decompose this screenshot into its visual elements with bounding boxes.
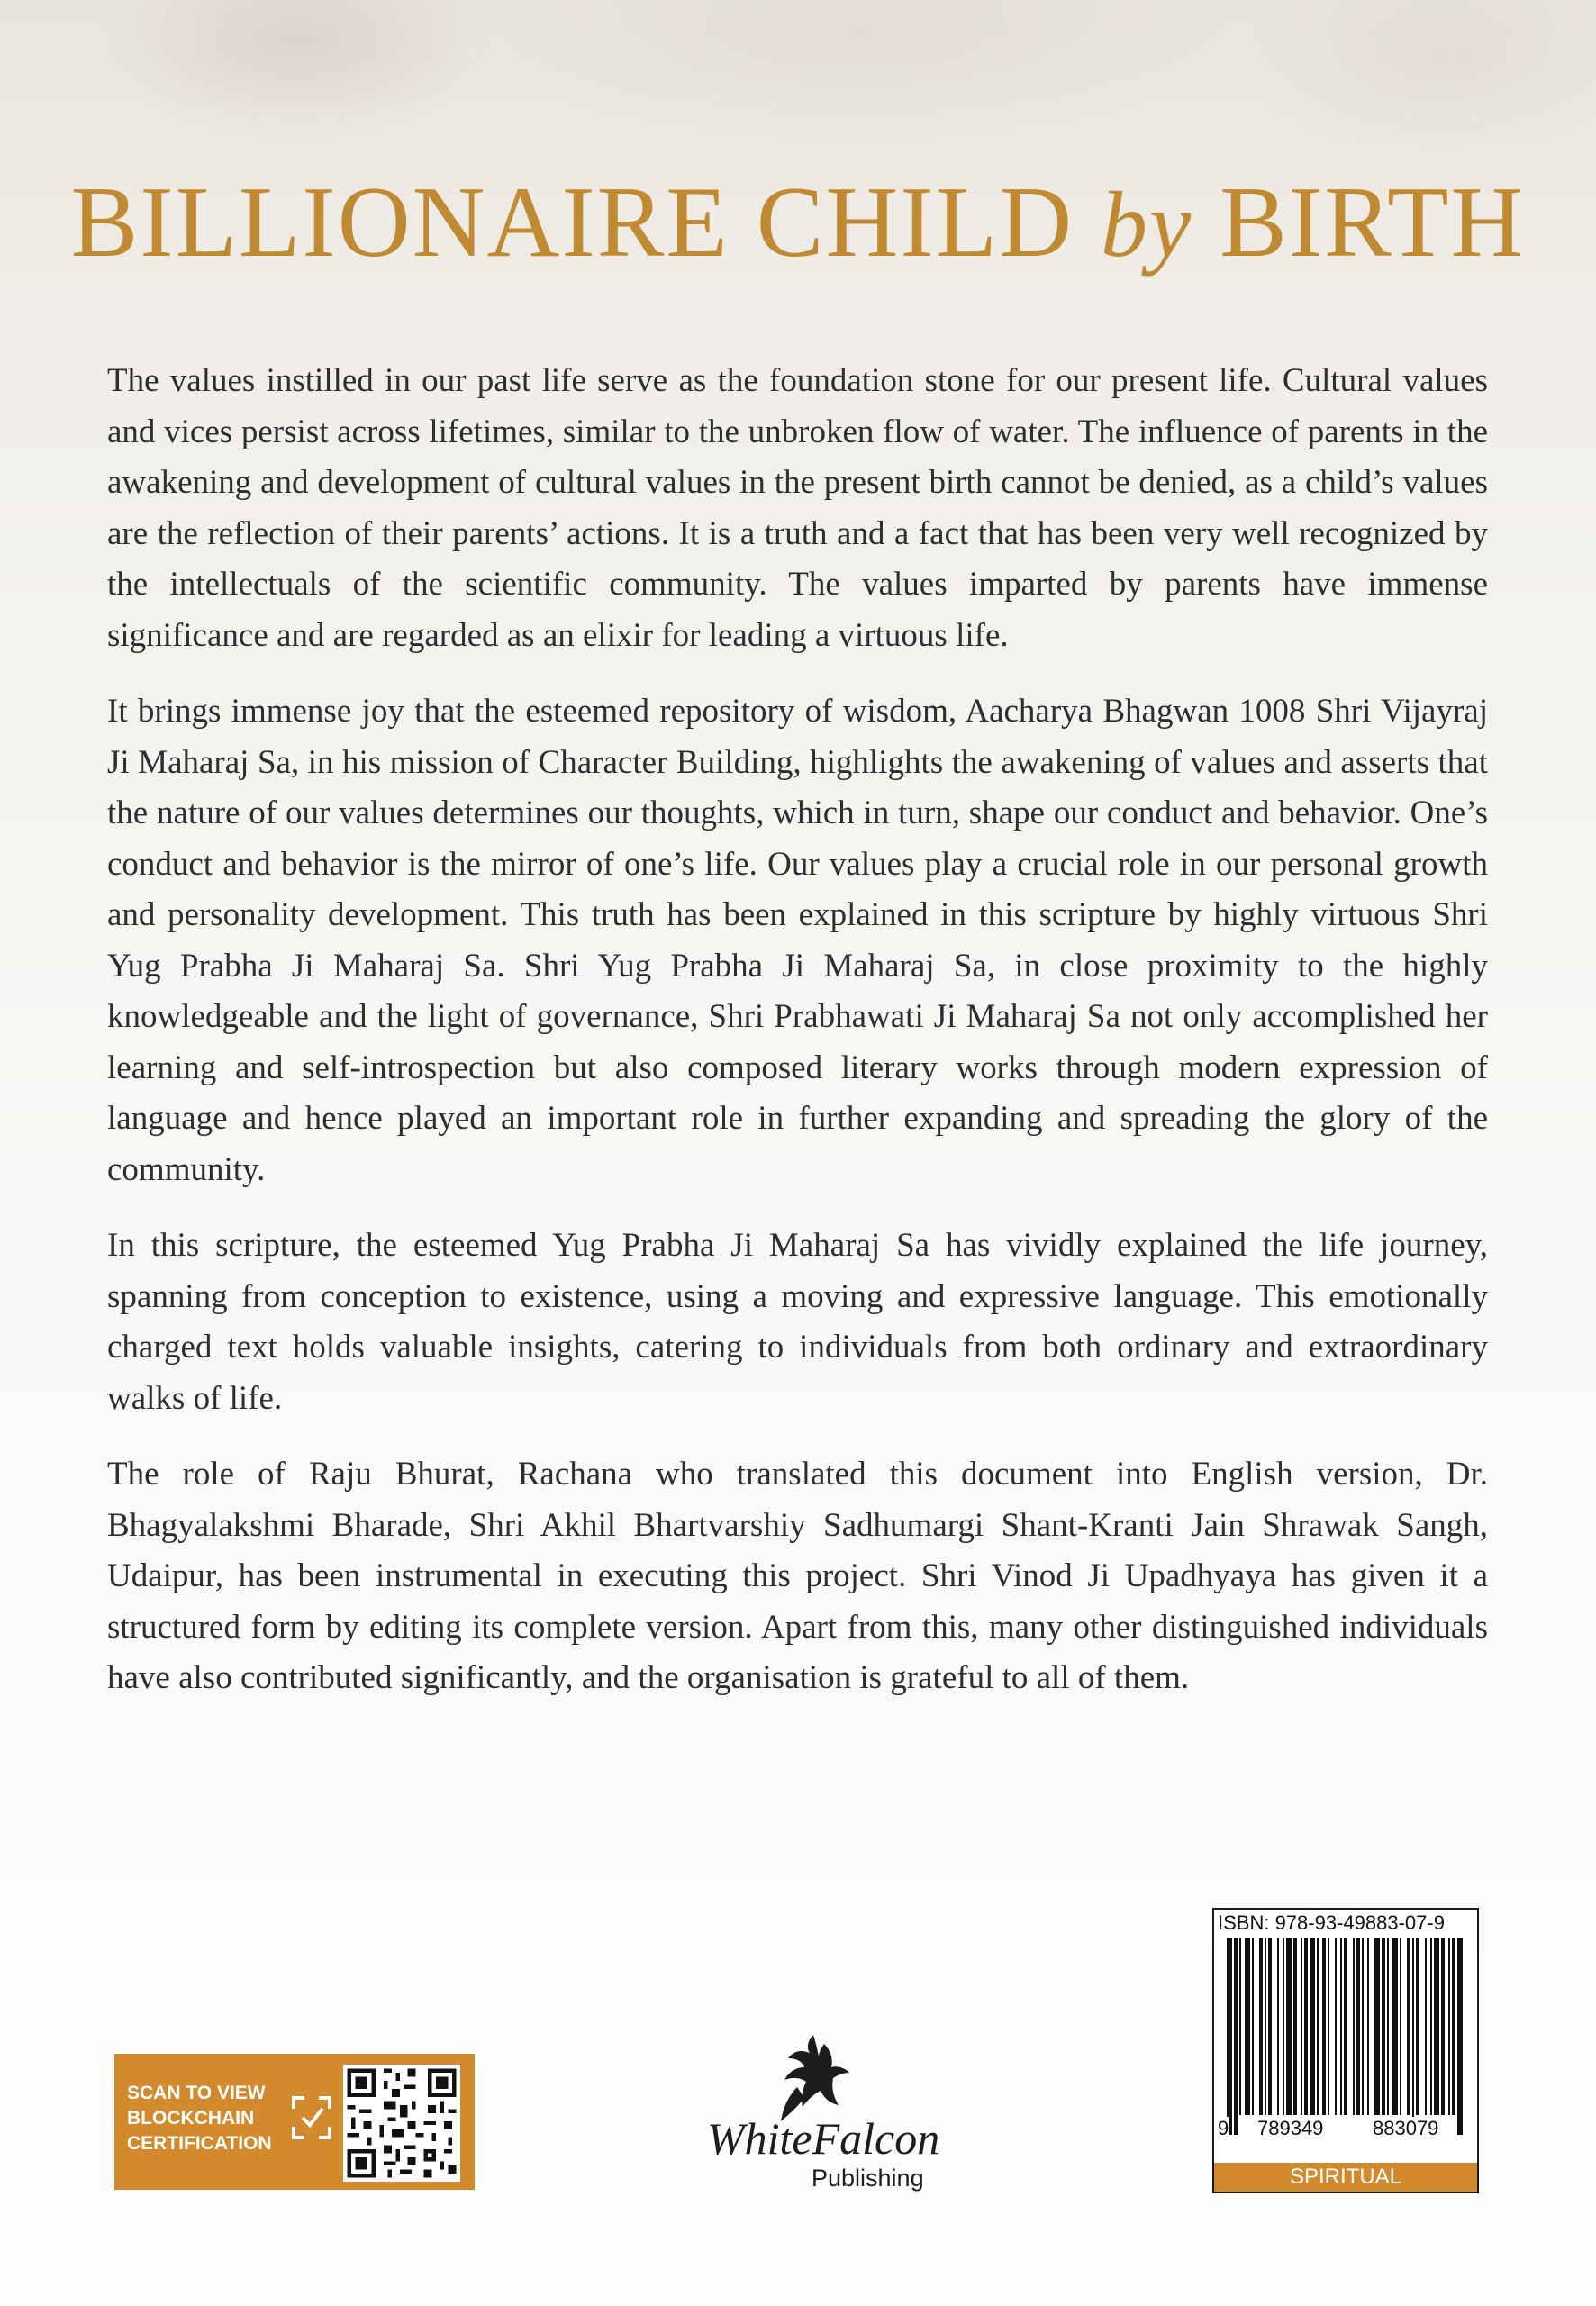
- barcode-bars: [1220, 1938, 1472, 2135]
- barcode-digit-first: 9: [1218, 2117, 1229, 2139]
- paragraph-3: In this scripture, the esteemed Yug Prabha Ji Maharaj Sa has vividly explained the life journey, spanning from conception to existence, using a moving and expressive language. This emotionally charged text holds valuable insights, catering to individuals from both ordinary and extraordinary walks of life.: [107, 1227, 1488, 1417]
- blurb-text: [107, 356, 1488, 1730]
- verified-check-icon: [290, 2094, 333, 2141]
- blockchain-qr-badge[interactable]: [114, 2054, 475, 2190]
- isbn-label: ISBN: 978-93-49883-07-9: [1218, 1911, 1445, 1934]
- title-part-2: BIRTH: [1192, 167, 1526, 278]
- paragraph-4: The role of Raju Bhurat, Rachana who translated this document into English version, Dr. Bhagyalakshmi Bharade, Shri Akhil Bhartvarshiy Sadhumargi Shant-Kranti Jain Shrawak Sangh, Udaipur, has been instrumental in executing this project. Shri Vinod Ji Upadhyaya has given it a structured form by editing its complete version. Apart from this, many other distinguished individuals have also contributed significantly, and the organisation is grateful to all of them.: [107, 1456, 1488, 1696]
- qr-badge-text: [127, 2081, 272, 2156]
- genre-label: SPIRITUAL: [1214, 2163, 1477, 2192]
- qr-line-2: BLOCKCHAIN: [127, 2108, 255, 2129]
- barcode-digits-right: 883079: [1373, 2117, 1439, 2139]
- paragraph-2: It brings immense joy that the esteemed repository of wisdom, Aacharya Bhagwan 1008 Shri Vijayraj Ji Maharaj Sa, in his mission of Character Building, highlights the awakening of values and asserts that the nature of our values determines our thoughts, which in turn, shape our conduct and behavior. One’s conduct and behavior is the mirror of one’s life. Our values play a crucial role in our personal growth and personality development. This truth has been explained in this scripture by highly virtuous Shri Yug Prabha Ji Maharaj Sa. Shri Yug Prabha Ji Maharaj Sa, in close proximity to the highly knowledgeable and the light of governance, Shri Prabhawati Ji Maharaj Sa not only accomplished her learning and self-introspection but also composed literary works through modern expression of language and hence played an important role in further expanding and spreading the glory of the community.: [107, 693, 1488, 1188]
- publisher-subtitle: Publishing: [812, 2165, 924, 2192]
- title-by: by: [1100, 173, 1193, 277]
- barcode-digits-left: 789349: [1257, 2117, 1324, 2139]
- publisher-logo: [707, 2031, 959, 2202]
- qr-code[interactable]: [343, 2065, 460, 2182]
- qr-line-3: CERTIFICATION: [127, 2133, 272, 2154]
- isbn-barcode: [1212, 1908, 1479, 2193]
- paragraph-1: The values instilled in our past life serve as the foundation stone for our present life. Cultural values and vices persist across lifetimes, similar to the unbroken flow of water. The influence of parents in the awakening and development of cultural values in the present birth cannot be denied, as a child’s values are the reflection of their parents’ actions. It is a truth and a fact that has been very well recognized by the intellectuals of the scientific community. The values imparted by parents have immense significance and are regarded as an elixir for leading a virtuous life.: [107, 362, 1488, 654]
- publisher-name: WhiteFalcon: [707, 2113, 940, 2164]
- qr-line-1: SCAN TO VIEW: [127, 2083, 266, 2103]
- title-part-1: BILLIONAIRE CHILD: [70, 167, 1101, 278]
- book-title: [0, 165, 1596, 281]
